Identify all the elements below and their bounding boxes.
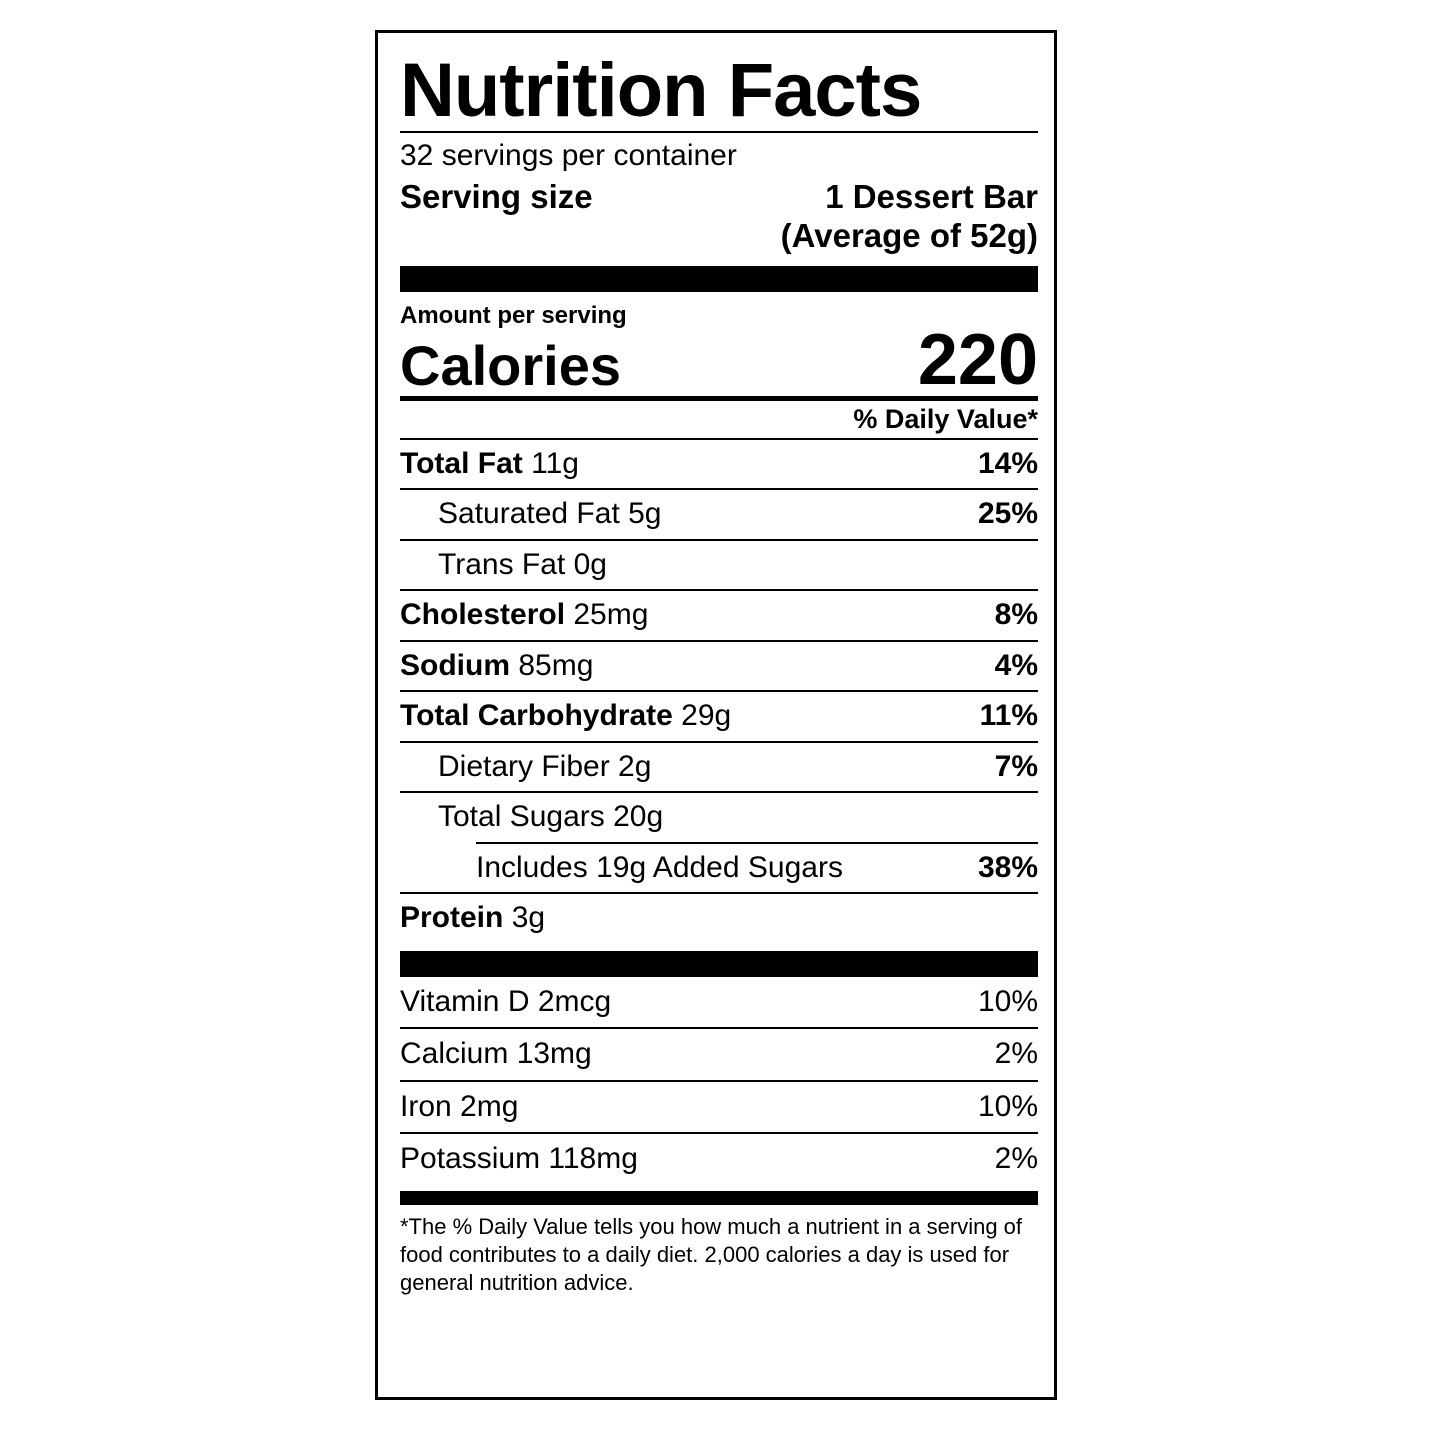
nutrient-name: Trans Fat 0g: [438, 547, 607, 581]
nutrient-name: Dietary Fiber 2g: [438, 749, 652, 783]
nutrient-row: [400, 640, 1038, 691]
nutrient-pct: 11%: [979, 699, 1038, 733]
vitamin-name: Potassium 118mg: [400, 1142, 638, 1176]
nutrient-row: [400, 892, 1038, 943]
nutrient-row: [400, 539, 1038, 590]
serving-size-value: 1 Dessert Bar: [825, 177, 1038, 215]
calories-row: [400, 319, 1038, 400]
nutrient-row: [400, 438, 1038, 489]
nutrient-pct: 38%: [977, 850, 1038, 884]
nutrient-row: [400, 741, 1038, 792]
vitamin-pct: 10%: [977, 984, 1038, 1018]
nutrient-pct: 7%: [994, 749, 1038, 783]
amount-per-serving-label: Amount per serving: [400, 301, 627, 329]
nutrient-name: Sodium 85mg: [400, 648, 594, 682]
vitamin-name: Iron 2mg: [400, 1089, 519, 1123]
nutrient-row: [400, 488, 1038, 539]
page-title: Nutrition Facts: [400, 48, 922, 133]
vitamin-name: Calcium 13mg: [400, 1037, 592, 1071]
vitamin-pct: 2%: [994, 1037, 1038, 1071]
nutrient-name: Total Fat 11g: [400, 446, 579, 480]
vitamin-row: [400, 1027, 1038, 1080]
vitamin-row: [400, 975, 1038, 1028]
nutrient-name: Protein 3g: [400, 901, 546, 935]
daily-value-footnote: *The % Daily Value tells you how much a nutrient in a serving of food contributes to a daily diet. 2,000 calories a day is used for general nutrition advice.: [400, 1213, 1023, 1295]
servings-per-container: 32 servings per container: [400, 139, 737, 172]
serving-size-label: Serving size: [400, 177, 593, 215]
nutrition-facts-label: [375, 30, 1057, 1400]
nutrient-pct: 8%: [994, 598, 1038, 632]
vitamin-name: Vitamin D 2mcg: [400, 984, 612, 1018]
nutrient-row: [400, 589, 1038, 640]
nutrient-pct: 4%: [994, 648, 1038, 682]
serving-size-row: [400, 177, 1038, 217]
vitamin-pct: 10%: [977, 1089, 1038, 1123]
calories-value: 220: [917, 319, 1038, 400]
daily-value-header: % Daily Value*: [853, 403, 1038, 434]
nutrient-name: Total Sugars 20g: [438, 800, 664, 834]
nutrient-pct: 14%: [977, 446, 1038, 480]
vitamin-row: [400, 1132, 1038, 1185]
vitamin-row: [400, 1080, 1038, 1133]
divider-thick-vitamins: [400, 951, 1038, 975]
nutrient-row: [400, 791, 1038, 842]
nutrient-name: Total Carbohydrate 29g: [400, 699, 732, 733]
serving-size-value-secondary: (Average of 52g): [780, 217, 1038, 255]
divider-thick-top: [400, 266, 1038, 292]
nutrient-name: Includes 19g Added Sugars: [476, 850, 843, 884]
nutrient-row: [400, 690, 1038, 741]
nutrient-name: Cholesterol 25mg: [400, 598, 649, 632]
nutrient-pct: 25%: [977, 497, 1038, 531]
nutrient-name: Saturated Fat 5g: [438, 497, 662, 531]
vitamin-pct: 2%: [994, 1142, 1038, 1176]
nutrient-row: [476, 842, 1038, 893]
divider-above-footnote: [400, 1191, 1038, 1205]
calories-label: Calories: [400, 333, 621, 397]
